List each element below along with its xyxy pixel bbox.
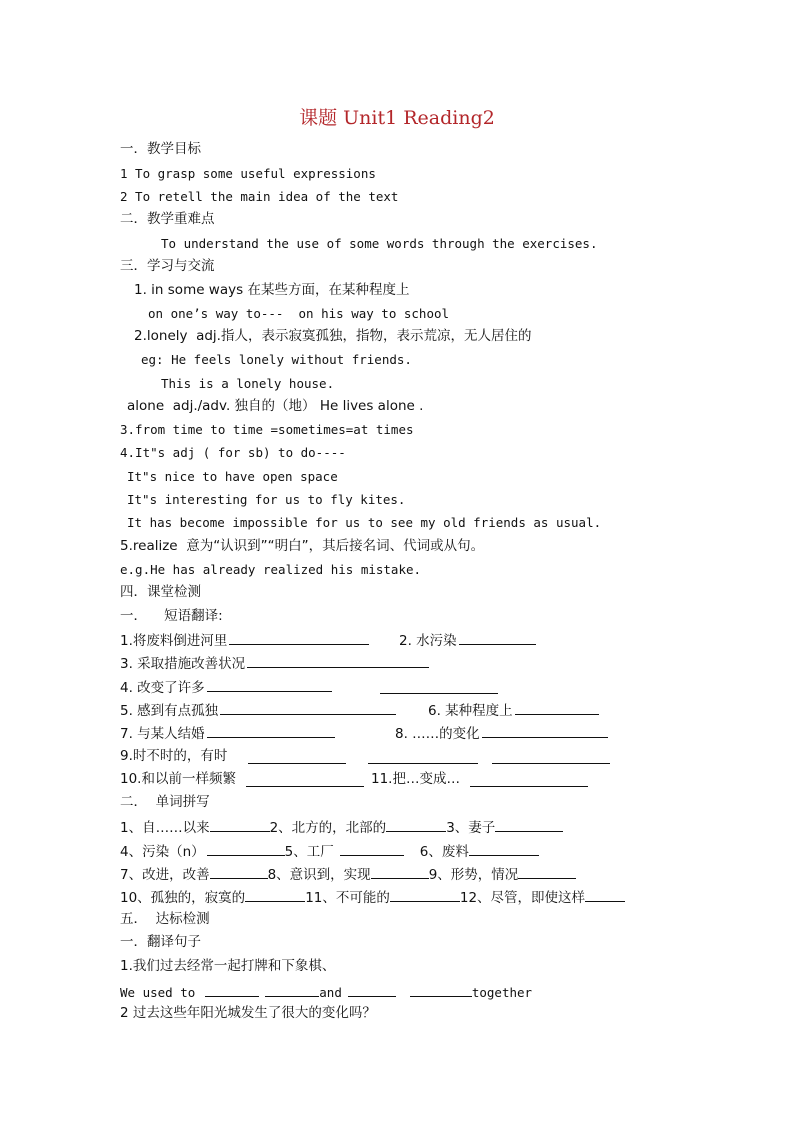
- word-prompt: 4、污染（n）: [120, 844, 205, 860]
- answer-blank[interactable]: [245, 888, 305, 902]
- answer-blank[interactable]: [585, 888, 625, 902]
- section-heading: 三．学习与交流: [120, 258, 215, 274]
- answer-blank[interactable]: [386, 818, 446, 832]
- answer-blank[interactable]: [380, 680, 498, 694]
- answer-blank[interactable]: [470, 773, 588, 787]
- word-prompt: 7、改进，改善: [120, 867, 210, 883]
- answer-blank[interactable]: [210, 865, 268, 879]
- word-prompt: 9、形势，情况: [428, 867, 519, 883]
- translation-question: 1.我们过去经常一起打牌和下象棋、: [120, 958, 336, 974]
- text-line: To understand the use of some words through the exercises.: [161, 236, 598, 251]
- phrase-prompt: 5. 感到有点孤独: [120, 703, 219, 719]
- section-heading: 二．教学重难点: [120, 211, 215, 227]
- answer-blank[interactable]: [248, 750, 346, 764]
- phrase-prompt: 11.把…变成…: [371, 771, 460, 787]
- text-line: eg: He feels lonely without friends.: [141, 352, 412, 367]
- translation-question: 2 过去这些年阳光城发生了很大的变化吗？: [120, 1005, 376, 1021]
- answer-blank[interactable]: [371, 865, 429, 879]
- text-line: on one’s way to--- on his way to school: [148, 306, 450, 321]
- word-prompt: 10、孤独的，寂寞的: [120, 890, 246, 906]
- answer-blank[interactable]: [348, 983, 396, 997]
- answer-blank[interactable]: [390, 888, 460, 902]
- answer-blank[interactable]: [247, 654, 429, 668]
- sentence-fragment: together: [471, 985, 533, 1000]
- answer-blank[interactable]: [246, 773, 364, 787]
- answer-blank[interactable]: [207, 842, 285, 856]
- answer-blank[interactable]: [459, 631, 536, 645]
- phrase-prompt: 8. ……的变化: [395, 726, 480, 742]
- answer-blank[interactable]: [469, 842, 539, 856]
- word-prompt: 3、妻子: [446, 820, 496, 836]
- answer-blank[interactable]: [229, 631, 369, 645]
- answer-blank[interactable]: [210, 818, 270, 832]
- answer-blank[interactable]: [265, 983, 319, 997]
- section-heading: 五． 达标检测: [120, 911, 210, 927]
- word-prompt: 12、尽管，即使这样: [459, 890, 586, 906]
- answer-blank[interactable]: [515, 701, 599, 715]
- answer-blank[interactable]: [368, 750, 478, 764]
- phrase-prompt: 7. 与某人结婚: [120, 726, 205, 742]
- phrase-prompt: 3. 采取措施改善状况: [120, 656, 246, 672]
- word-prompt: 1、自……以来: [120, 820, 210, 836]
- word-prompt: 2、北方的，北部的: [269, 820, 387, 836]
- answer-blank[interactable]: [205, 983, 259, 997]
- text-line: 1 To grasp some useful expressions: [120, 166, 376, 181]
- subsection-heading: 一．翻译句子: [120, 934, 201, 950]
- phrase-prompt: 2. 水污染: [399, 633, 457, 649]
- text-line: 2.lonely adj.指人，表示寂寞孤独，指物，表示荒凉，无人居住的: [134, 328, 532, 344]
- answer-blank[interactable]: [495, 818, 563, 832]
- word-prompt: 6、废料: [419, 844, 469, 860]
- phrase-prompt: 6. 某种程度上: [428, 703, 513, 719]
- answer-blank[interactable]: [207, 724, 335, 738]
- text-line: alone adj./adv. 独自的（地） He lives alone .: [127, 398, 424, 414]
- text-line: 2 To retell the main idea of the text: [120, 189, 399, 204]
- text-line: 4.It"s adj ( for sb) to do----: [120, 445, 346, 460]
- answer-blank[interactable]: [340, 842, 404, 856]
- answer-blank[interactable]: [492, 750, 610, 764]
- text-line: e.g.He has already realized his mistake.: [120, 562, 422, 577]
- text-line: This is a lonely house.: [161, 376, 335, 391]
- subsection-heading: 二． 单词拼写: [120, 794, 210, 810]
- word-prompt: 11、不可能的: [305, 890, 390, 906]
- phrase-prompt: 9.时不时的，有时: [120, 748, 228, 764]
- text-line: It"s nice to have open space: [127, 469, 338, 484]
- sentence-fragment: We used to: [120, 985, 196, 1000]
- answer-blank[interactable]: [410, 983, 472, 997]
- text-line: 1. in some ways 在某些方面，在某种程度上: [134, 282, 410, 298]
- phrase-prompt: 10.和以前一样频繁: [120, 771, 236, 787]
- text-line: It has become impossible for us to see my old friends as usual.: [127, 515, 602, 530]
- word-prompt: 8、意识到，实现: [267, 867, 371, 883]
- answer-blank[interactable]: [220, 701, 396, 715]
- page-title: 课题 Unit1 Reading2: [299, 107, 495, 129]
- text-line: 5.realize 意为“认识到”“明白”，其后接名词、代词或从句。: [120, 538, 485, 554]
- answer-blank[interactable]: [482, 724, 608, 738]
- subsection-heading: 一． 短语翻译:: [120, 608, 223, 624]
- text-line: It"s interesting for us to fly kites.: [127, 492, 406, 507]
- section-heading: 四．课堂检测: [120, 584, 201, 600]
- word-prompt: 5、工厂: [284, 844, 334, 860]
- answer-blank[interactable]: [207, 678, 332, 692]
- phrase-prompt: 4. 改变了许多: [120, 680, 205, 696]
- answer-blank[interactable]: [518, 865, 576, 879]
- sentence-fragment: and: [319, 985, 342, 1000]
- section-heading: 一．教学目标: [120, 141, 201, 157]
- phrase-prompt: 1.将废料倒进河里: [120, 633, 228, 649]
- text-line: 3.from time to time =sometimes=at times: [120, 422, 414, 437]
